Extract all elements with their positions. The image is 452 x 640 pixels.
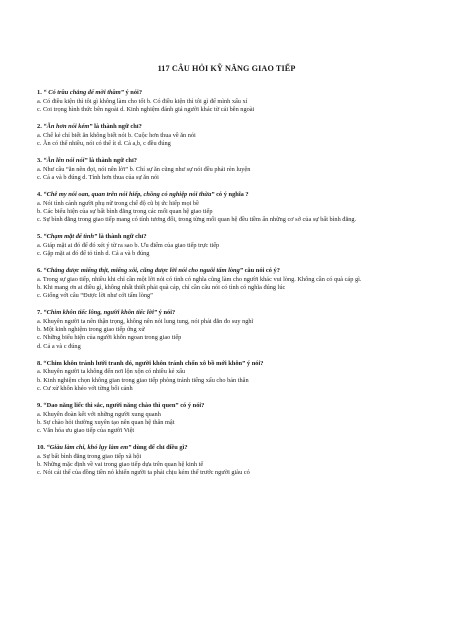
question-prompt: là thành ngữ chỉ? [87, 157, 137, 164]
answer-option: c. Văn hóa ưu giao tiếp của người Việt [37, 427, 135, 435]
answer-option: a. Khuyên người ta không đến nơi lộn xộn có nhiều kẻ xấu [37, 368, 186, 376]
question-number: 9. [37, 402, 42, 410]
question-number: 1. [37, 89, 42, 96]
answer-option: c. Sự bình đẳng trong giao tiếp mang có tính tương đối, trong từng mối quan hệ đều tiềm ẩn những cơ sở của sự bất bình đẳng. [37, 216, 357, 223]
question-prompt: ý nói? [245, 359, 264, 367]
question-heading [37, 89, 416, 98]
question-quote: “Chạm mặt để tình” [43, 233, 98, 241]
question-block [37, 157, 416, 182]
answer-option: c. Ăn có thể nhiều, nói có thể ít d. Cả a,b, c đều đúng [37, 139, 171, 147]
question-prompt: câu nói có ý? [242, 267, 280, 275]
question-number: 8. [37, 359, 42, 367]
question-block [37, 360, 416, 393]
answer-option: a. Trong sự giao tiếp, nhiều khi chỉ cần một lời nói có tình có nghĩa cũng làm cho người khác vui lòng. Không cần có quà cáp gì. [37, 275, 362, 283]
answer-option: b. Kinh nghiệm chọn không gian trong giao tiếp phòng tránh tiếng xấu cho bản thân [37, 376, 249, 384]
question-quote: “Chê my nói oan, quan trên nói hiếp, chồng có nghiệp nói thừa” [43, 191, 215, 198]
question-heading [37, 309, 416, 318]
question-number: 10. [37, 444, 45, 452]
answer-option: a. Khuyên đoàn kết với những người xung quanh [37, 410, 161, 418]
question-number: 3. [37, 157, 42, 164]
question-number: 4. [37, 191, 42, 198]
answer-option: a. Chế kẻ chỉ biết ăn không biết nói b. Cuộc hơn thua về ăn nói [37, 131, 196, 139]
question-prompt: là thành ngữ chỉ? [92, 123, 142, 130]
answer-option: a. Nói tình cảnh người phụ nữ trong chế độ cũ bị ức hiếp mọi bề [37, 199, 199, 207]
answer-option: a. Như câu “ăn nên đọi, nói nên lời” b. Chỉ sự ăn cũng như sự nói đều phải rèn luyện [37, 165, 251, 173]
answer-option: d. Cả a và c đúng [37, 342, 81, 350]
answer-option: c. Giống với câu “Được lời như cởi tấm lòng” [37, 292, 153, 300]
answer-option: c. Nói cái thế của đồng tiền nó khiến người ta phải chịu kém thế trước người giàu có [37, 469, 250, 477]
answer-option: b. Các biểu hiện của sự bất bình đẳng trong các mối quan hệ giao tiếp [37, 207, 213, 215]
answer-option: a. Giáp mặt ai đó để đó xét ý từ ra sao b. Ưu điểm của giao tiếp trực tiếp [37, 241, 220, 249]
question-block [37, 444, 416, 477]
question-block [37, 191, 416, 224]
answer-option: b. Một kinh nghiệm trong giao tiếp ứng xử [37, 326, 145, 334]
question-quote: “Giàu làm chi, khó lụy làm em” [46, 444, 132, 452]
document-title: 117 CÂU HỎI KỸ NĂNG GIAO TIẾP [157, 64, 296, 73]
answer-option: c. Cả a và b đúng d. Tính hơn thua của sự ăn nói [37, 173, 159, 181]
question-quote: “Dao năng liếc thì sắc, người năng chào thì quen” [43, 402, 179, 410]
question-prompt: là thành ngữ chỉ? [97, 233, 147, 241]
question-block [37, 123, 416, 148]
answer-option: b. Khi mang ơn ai điều gì, không nhất thiết phải quà cáp, chỉ cần câu nói có tình có nghĩa đúng lúc [37, 284, 286, 291]
question-heading [37, 444, 416, 453]
answer-option: a. Sự bất bình đẳng trong giao tiếp xã hội [37, 452, 142, 460]
answer-option: b. Sự chào hỏi thường xuyên tạo nên quan hệ thân mật [37, 418, 175, 426]
answer-option: b. Những mặc định về vai trong giao tiếp dựa trên quan hệ kinh tế [37, 461, 204, 469]
answer-option: c. Gặp mặt ai đó để tỏ tình d. Cả a và b đúng [37, 250, 150, 257]
question-number: 6. [37, 267, 42, 275]
answer-option: c. Những biểu hiện của người khôn ngoan trong giao tiếp [37, 334, 182, 342]
question-number: 2. [37, 123, 42, 130]
question-block [37, 89, 416, 114]
question-prompt: ý nói? [123, 89, 143, 96]
question-block [37, 309, 416, 350]
question-number: 5. [37, 233, 42, 241]
question-block [37, 267, 416, 300]
question-heading [37, 157, 416, 166]
question-heading [37, 233, 416, 242]
question-quote: “Chim khôn tiếc lông, người khôn tiếc lời” [43, 309, 158, 317]
question-prompt: có ý nói? [178, 402, 205, 410]
question-heading [37, 123, 416, 132]
question-prompt: dùng để chỉ điều gì? [131, 444, 188, 452]
question-quote: “Chẳng được miếng thịt, miếng xôi, cũng được lời nói cho nguôi tấm lòng” [43, 267, 243, 275]
question-quote: “Ăn lên nói nói” [43, 157, 88, 164]
question-list [37, 89, 416, 477]
question-prompt: có ý nghĩa ? [214, 191, 249, 198]
question-prompt: ý nói? [157, 309, 176, 317]
question-quote: “Ăn hơn nói kém” [43, 123, 93, 130]
question-block [37, 233, 416, 258]
answer-option: a. Khuyên người ta nên thận trọng, không nên nói lung tung, nói phải đắn đo suy nghĩ [37, 318, 254, 325]
question-block [37, 402, 416, 435]
question-quote: “ Có trầu chẳng để mời thầm” [43, 89, 124, 96]
question-heading [37, 191, 416, 200]
answer-option: c. Coi trọng hình thức bên ngoài d. Kinh nghiệm đánh giá người khác từ cái bên ngoài [37, 105, 255, 113]
question-heading [37, 267, 416, 276]
answer-option: a. Có điều kiện thì tôi gì không làm cho tốt b. Có điều kiện thì tôi gì để mình xấu xí [37, 97, 248, 105]
question-quote: “Chim khôn tránh lưới tranh đó, người khôn tránh chốn xô bồ mới khôn” [43, 359, 246, 367]
question-heading [37, 360, 416, 369]
question-heading [37, 402, 416, 411]
question-number: 7. [37, 309, 42, 317]
answer-option: c. Cư xử khôn khéo với từng bối cảnh [37, 384, 133, 392]
